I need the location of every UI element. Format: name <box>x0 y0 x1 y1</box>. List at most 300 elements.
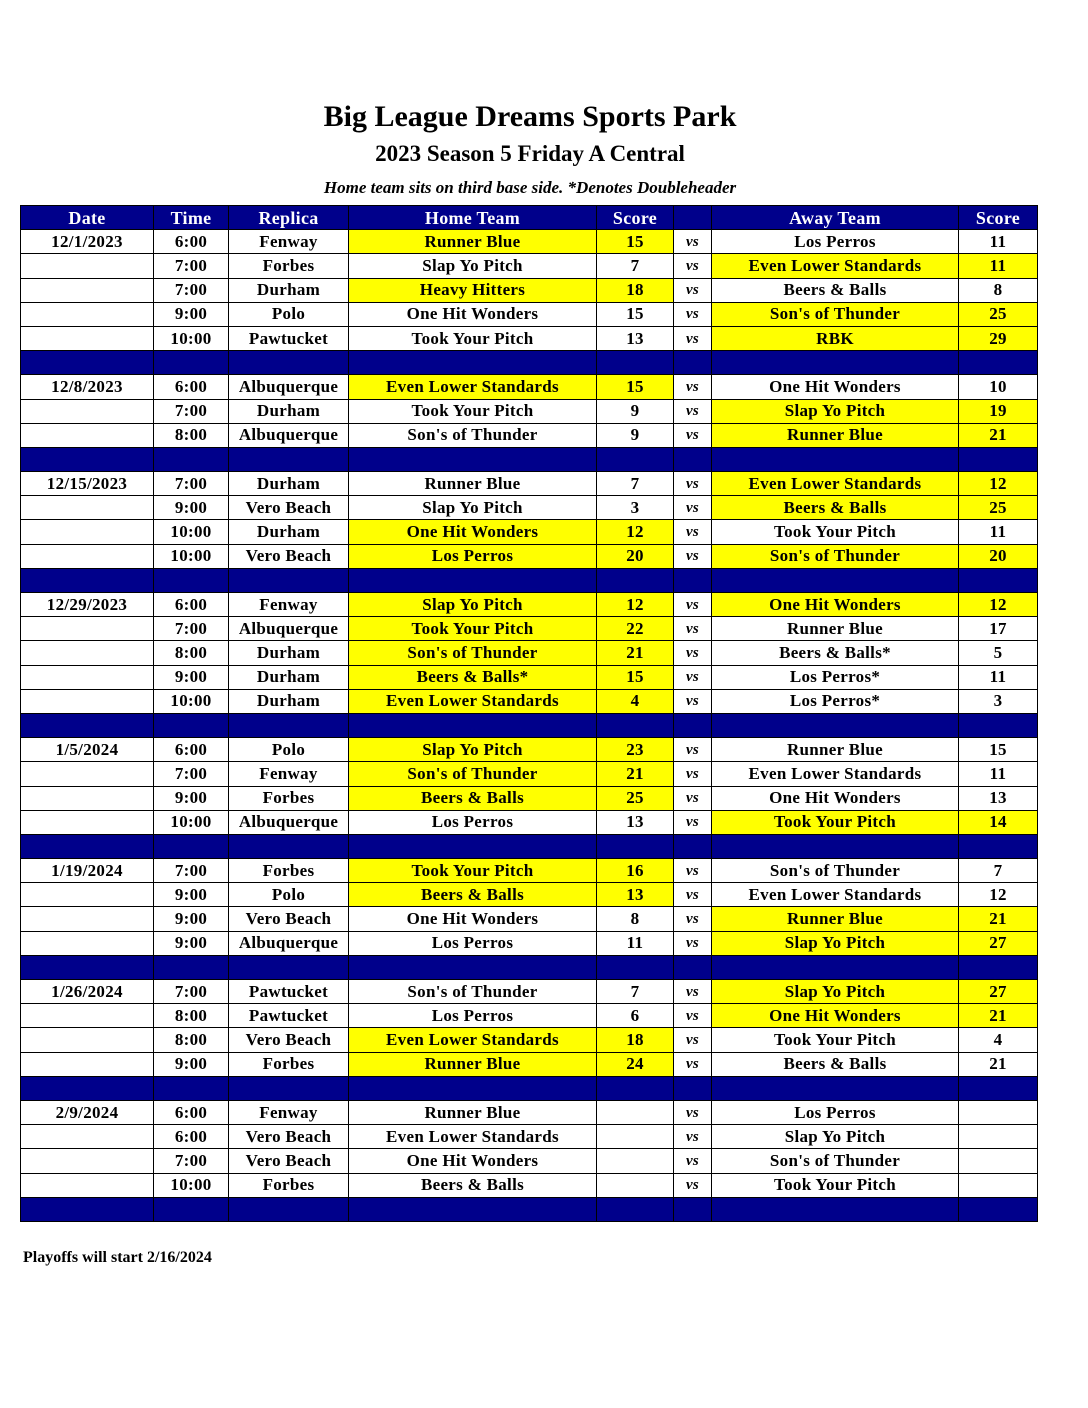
time-cell: 8:00 <box>154 641 229 665</box>
away-score-cell: 21 <box>959 1052 1038 1076</box>
col-away-score: Score <box>959 206 1038 230</box>
separator-cell <box>597 351 674 375</box>
home-score-cell: 21 <box>597 641 674 665</box>
time-cell: 9:00 <box>154 883 229 907</box>
home-score-cell: 7 <box>597 254 674 278</box>
away-team-cell: Son's of Thunder <box>712 302 959 326</box>
vs-cell: vs <box>674 1028 712 1052</box>
home-team-cell: Los Perros <box>349 1004 597 1028</box>
separator-cell <box>597 1197 674 1221</box>
home-team-cell: Beers & Balls <box>349 786 597 810</box>
time-cell: 9:00 <box>154 786 229 810</box>
away-score-cell: 12 <box>959 883 1038 907</box>
date-cell <box>21 302 154 326</box>
table-row <box>21 230 1038 254</box>
away-team-cell: Son's of Thunder <box>712 544 959 568</box>
time-cell: 8:00 <box>154 1004 229 1028</box>
separator-cell <box>349 568 597 592</box>
separator-cell <box>229 834 349 858</box>
away-team-cell: One Hit Wonders <box>712 375 959 399</box>
away-score-cell: 5 <box>959 641 1038 665</box>
vs-cell: vs <box>674 907 712 931</box>
table-row <box>21 786 1038 810</box>
time-cell: 8:00 <box>154 423 229 447</box>
vs-cell: vs <box>674 278 712 302</box>
away-score-cell <box>959 1149 1038 1173</box>
away-team-cell: Slap Yo Pitch <box>712 399 959 423</box>
page-title: Big League Dreams Sports Park <box>323 100 737 133</box>
separator-cell <box>154 955 229 979</box>
separator-cell <box>597 1076 674 1100</box>
replica-cell: Durham <box>229 278 349 302</box>
away-team-cell: Even Lower Standards <box>712 472 959 496</box>
table-row <box>21 1125 1038 1149</box>
home-team-cell: Slap Yo Pitch <box>349 593 597 617</box>
time-cell: 10:00 <box>154 689 229 713</box>
time-cell: 9:00 <box>154 302 229 326</box>
date-cell: 1/5/2024 <box>21 738 154 762</box>
away-score-cell: 21 <box>959 907 1038 931</box>
table-row <box>21 496 1038 520</box>
time-cell: 7:00 <box>154 617 229 641</box>
away-score-cell: 15 <box>959 738 1038 762</box>
col-vs <box>674 206 712 230</box>
away-team-cell: Los Perros* <box>712 665 959 689</box>
separator-cell <box>349 1076 597 1100</box>
home-score-cell: 15 <box>597 375 674 399</box>
replica-cell: Durham <box>229 641 349 665</box>
away-team-cell: Slap Yo Pitch <box>712 1125 959 1149</box>
home-score-cell: 6 <box>597 1004 674 1028</box>
table-row <box>21 738 1038 762</box>
table-row <box>21 689 1038 713</box>
home-team-cell: One Hit Wonders <box>349 520 597 544</box>
table-row <box>21 641 1038 665</box>
home-score-cell: 7 <box>597 980 674 1004</box>
time-cell: 9:00 <box>154 665 229 689</box>
away-score-cell: 25 <box>959 496 1038 520</box>
home-team-cell: Beers & Balls <box>349 883 597 907</box>
time-cell: 7:00 <box>154 980 229 1004</box>
home-team-cell: Runner Blue <box>349 1052 597 1076</box>
home-score-cell: 15 <box>597 665 674 689</box>
replica-cell: Vero Beach <box>229 496 349 520</box>
home-score-cell: 23 <box>597 738 674 762</box>
week-separator-row <box>21 1076 1038 1100</box>
separator-cell <box>712 447 959 471</box>
replica-cell: Vero Beach <box>229 1149 349 1173</box>
away-team-cell: Los Perros <box>712 230 959 254</box>
week-separator-row <box>21 955 1038 979</box>
date-cell <box>21 254 154 278</box>
separator-cell <box>674 568 712 592</box>
time-cell: 6:00 <box>154 230 229 254</box>
home-team-cell: Slap Yo Pitch <box>349 254 597 278</box>
vs-cell: vs <box>674 230 712 254</box>
week-separator-row <box>21 351 1038 375</box>
separator-cell <box>154 447 229 471</box>
separator-cell <box>229 568 349 592</box>
page-note: Home team sits on third base side. *Denotes Doubleheader <box>323 178 737 197</box>
vs-cell: vs <box>674 544 712 568</box>
date-cell <box>21 1028 154 1052</box>
away-score-cell: 10 <box>959 375 1038 399</box>
vs-cell: vs <box>674 593 712 617</box>
table-row <box>21 399 1038 423</box>
vs-cell: vs <box>674 254 712 278</box>
away-score-cell: 25 <box>959 302 1038 326</box>
separator-cell <box>21 568 154 592</box>
date-cell: 12/1/2023 <box>21 230 154 254</box>
table-row <box>21 907 1038 931</box>
home-team-cell: Even Lower Standards <box>349 689 597 713</box>
replica-cell: Durham <box>229 520 349 544</box>
date-cell <box>21 786 154 810</box>
time-cell: 9:00 <box>154 907 229 931</box>
date-cell: 1/26/2024 <box>21 980 154 1004</box>
table-row <box>21 520 1038 544</box>
time-cell: 10:00 <box>154 544 229 568</box>
separator-cell <box>229 955 349 979</box>
away-team-cell: Runner Blue <box>712 423 959 447</box>
separator-cell <box>597 713 674 737</box>
separator-cell <box>154 713 229 737</box>
vs-cell: vs <box>674 1149 712 1173</box>
away-team-cell: Took Your Pitch <box>712 1173 959 1197</box>
away-score-cell: 7 <box>959 859 1038 883</box>
replica-cell: Albuquerque <box>229 375 349 399</box>
home-team-cell: Even Lower Standards <box>349 375 597 399</box>
separator-cell <box>712 955 959 979</box>
replica-cell: Vero Beach <box>229 1125 349 1149</box>
home-score-cell: 15 <box>597 302 674 326</box>
away-score-cell <box>959 1100 1038 1124</box>
separator-cell <box>21 447 154 471</box>
vs-cell: vs <box>674 689 712 713</box>
date-cell: 12/15/2023 <box>21 472 154 496</box>
home-team-cell: Slap Yo Pitch <box>349 738 597 762</box>
replica-cell: Fenway <box>229 762 349 786</box>
date-cell <box>21 1149 154 1173</box>
separator-cell <box>597 834 674 858</box>
vs-cell: vs <box>674 375 712 399</box>
separator-cell <box>959 955 1038 979</box>
separator-cell <box>21 1076 154 1100</box>
vs-cell: vs <box>674 496 712 520</box>
separator-cell <box>674 447 712 471</box>
away-score-cell: 11 <box>959 665 1038 689</box>
away-team-cell: Beers & Balls <box>712 278 959 302</box>
home-team-cell: Los Perros <box>349 931 597 955</box>
separator-cell <box>959 447 1038 471</box>
separator-cell <box>674 713 712 737</box>
date-cell <box>21 1125 154 1149</box>
replica-cell: Vero Beach <box>229 1028 349 1052</box>
home-team-cell: Son's of Thunder <box>349 423 597 447</box>
vs-cell: vs <box>674 1100 712 1124</box>
separator-cell <box>154 568 229 592</box>
away-score-cell: 17 <box>959 617 1038 641</box>
away-team-cell: One Hit Wonders <box>712 1004 959 1028</box>
away-team-cell: Beers & Balls* <box>712 641 959 665</box>
schedule-table <box>20 205 1038 1222</box>
replica-cell: Forbes <box>229 859 349 883</box>
home-team-cell: Slap Yo Pitch <box>349 496 597 520</box>
away-team-cell: Even Lower Standards <box>712 762 959 786</box>
home-team-cell: Los Perros <box>349 544 597 568</box>
table-row <box>21 472 1038 496</box>
vs-cell: vs <box>674 326 712 350</box>
vs-cell: vs <box>674 520 712 544</box>
away-team-cell: Los Perros <box>712 1100 959 1124</box>
away-score-cell <box>959 1125 1038 1149</box>
table-row <box>21 1149 1038 1173</box>
date-cell <box>21 1004 154 1028</box>
separator-cell <box>674 834 712 858</box>
separator-cell <box>959 1197 1038 1221</box>
home-score-cell: 13 <box>597 326 674 350</box>
vs-cell: vs <box>674 931 712 955</box>
table-row <box>21 1004 1038 1028</box>
away-team-cell: Runner Blue <box>712 907 959 931</box>
replica-cell: Albuquerque <box>229 423 349 447</box>
separator-cell <box>959 1076 1038 1100</box>
separator-cell <box>154 1076 229 1100</box>
vs-cell: vs <box>674 859 712 883</box>
home-score-cell: 3 <box>597 496 674 520</box>
time-cell: 7:00 <box>154 859 229 883</box>
home-score-cell: 20 <box>597 544 674 568</box>
away-team-cell: One Hit Wonders <box>712 786 959 810</box>
footer-note: Playoffs will start 2/16/2024 <box>23 1249 212 1266</box>
home-score-cell <box>597 1100 674 1124</box>
replica-cell: Polo <box>229 883 349 907</box>
away-team-cell: Son's of Thunder <box>712 1149 959 1173</box>
replica-cell: Fenway <box>229 1100 349 1124</box>
replica-cell: Polo <box>229 738 349 762</box>
separator-cell <box>712 1076 959 1100</box>
date-cell <box>21 762 154 786</box>
away-score-cell: 20 <box>959 544 1038 568</box>
home-score-cell: 7 <box>597 472 674 496</box>
time-cell: 7:00 <box>154 278 229 302</box>
home-team-cell: One Hit Wonders <box>349 302 597 326</box>
away-team-cell: Beers & Balls <box>712 1052 959 1076</box>
replica-cell: Albuquerque <box>229 931 349 955</box>
home-score-cell: 8 <box>597 907 674 931</box>
date-cell <box>21 544 154 568</box>
separator-cell <box>349 955 597 979</box>
table-row <box>21 1028 1038 1052</box>
separator-cell <box>229 351 349 375</box>
date-cell <box>21 617 154 641</box>
home-score-cell: 13 <box>597 810 674 834</box>
replica-cell: Durham <box>229 399 349 423</box>
away-score-cell: 27 <box>959 931 1038 955</box>
table-row <box>21 302 1038 326</box>
separator-cell <box>712 713 959 737</box>
table-row <box>21 326 1038 350</box>
away-score-cell: 4 <box>959 1028 1038 1052</box>
away-score-cell: 29 <box>959 326 1038 350</box>
date-cell <box>21 931 154 955</box>
time-cell: 7:00 <box>154 1149 229 1173</box>
table-row <box>21 544 1038 568</box>
vs-cell: vs <box>674 1125 712 1149</box>
vs-cell: vs <box>674 641 712 665</box>
table-row <box>21 1052 1038 1076</box>
time-cell: 10:00 <box>154 1173 229 1197</box>
away-score-cell: 21 <box>959 423 1038 447</box>
date-cell <box>21 665 154 689</box>
table-row <box>21 617 1038 641</box>
date-cell: 1/19/2024 <box>21 859 154 883</box>
vs-cell: vs <box>674 786 712 810</box>
date-cell <box>21 1052 154 1076</box>
home-team-cell: Took Your Pitch <box>349 859 597 883</box>
home-team-cell: Even Lower Standards <box>349 1028 597 1052</box>
table-row <box>21 762 1038 786</box>
away-team-cell: Even Lower Standards <box>712 883 959 907</box>
time-cell: 6:00 <box>154 1125 229 1149</box>
replica-cell: Vero Beach <box>229 544 349 568</box>
home-team-cell: Took Your Pitch <box>349 617 597 641</box>
table-row <box>21 593 1038 617</box>
replica-cell: Albuquerque <box>229 810 349 834</box>
time-cell: 10:00 <box>154 810 229 834</box>
home-score-cell: 15 <box>597 230 674 254</box>
vs-cell: vs <box>674 665 712 689</box>
home-score-cell <box>597 1173 674 1197</box>
separator-cell <box>349 447 597 471</box>
home-score-cell: 12 <box>597 593 674 617</box>
away-team-cell: Took Your Pitch <box>712 520 959 544</box>
away-score-cell: 27 <box>959 980 1038 1004</box>
away-score-cell <box>959 1173 1038 1197</box>
separator-cell <box>959 834 1038 858</box>
away-team-cell: Runner Blue <box>712 738 959 762</box>
week-separator-row <box>21 1197 1038 1221</box>
home-score-cell: 18 <box>597 278 674 302</box>
table-row <box>21 423 1038 447</box>
home-score-cell: 9 <box>597 423 674 447</box>
date-cell: 12/8/2023 <box>21 375 154 399</box>
separator-cell <box>674 955 712 979</box>
table-row <box>21 1100 1038 1124</box>
away-score-cell: 11 <box>959 230 1038 254</box>
table-row <box>21 810 1038 834</box>
home-team-cell: Beers & Balls* <box>349 665 597 689</box>
replica-cell: Pawtucket <box>229 980 349 1004</box>
away-team-cell: Son's of Thunder <box>712 859 959 883</box>
date-cell <box>21 641 154 665</box>
date-cell <box>21 907 154 931</box>
separator-cell <box>154 351 229 375</box>
home-team-cell: Son's of Thunder <box>349 641 597 665</box>
home-score-cell: 16 <box>597 859 674 883</box>
separator-cell <box>712 351 959 375</box>
away-team-cell: Took Your Pitch <box>712 1028 959 1052</box>
away-team-cell: Even Lower Standards <box>712 254 959 278</box>
table-row <box>21 254 1038 278</box>
vs-cell: vs <box>674 399 712 423</box>
away-team-cell: Los Perros* <box>712 689 959 713</box>
separator-cell <box>21 834 154 858</box>
home-score-cell: 22 <box>597 617 674 641</box>
home-team-cell: Took Your Pitch <box>349 326 597 350</box>
home-score-cell <box>597 1149 674 1173</box>
away-score-cell: 19 <box>959 399 1038 423</box>
vs-cell: vs <box>674 1004 712 1028</box>
time-cell: 7:00 <box>154 399 229 423</box>
separator-cell <box>21 351 154 375</box>
separator-cell <box>21 955 154 979</box>
week-separator-row <box>21 568 1038 592</box>
week-separator-row <box>21 447 1038 471</box>
home-score-cell: 12 <box>597 520 674 544</box>
home-team-cell: Son's of Thunder <box>349 762 597 786</box>
away-score-cell: 12 <box>959 593 1038 617</box>
time-cell: 6:00 <box>154 1100 229 1124</box>
table-row <box>21 278 1038 302</box>
away-score-cell: 11 <box>959 254 1038 278</box>
replica-cell: Forbes <box>229 1173 349 1197</box>
replica-cell: Durham <box>229 689 349 713</box>
away-team-cell: Slap Yo Pitch <box>712 931 959 955</box>
separator-cell <box>674 1076 712 1100</box>
away-score-cell: 13 <box>959 786 1038 810</box>
separator-cell <box>597 568 674 592</box>
col-time: Time <box>154 206 229 230</box>
replica-cell: Pawtucket <box>229 326 349 350</box>
date-cell <box>21 520 154 544</box>
separator-cell <box>154 834 229 858</box>
away-score-cell: 11 <box>959 762 1038 786</box>
vs-cell: vs <box>674 302 712 326</box>
separator-cell <box>712 1197 959 1221</box>
table-row <box>21 859 1038 883</box>
vs-cell: vs <box>674 980 712 1004</box>
replica-cell: Fenway <box>229 230 349 254</box>
home-team-cell: Took Your Pitch <box>349 399 597 423</box>
col-date: Date <box>21 206 154 230</box>
away-score-cell: 21 <box>959 1004 1038 1028</box>
away-score-cell: 12 <box>959 472 1038 496</box>
home-score-cell: 18 <box>597 1028 674 1052</box>
replica-cell: Vero Beach <box>229 907 349 931</box>
table-row <box>21 375 1038 399</box>
home-team-cell: Even Lower Standards <box>349 1125 597 1149</box>
vs-cell: vs <box>674 1173 712 1197</box>
away-team-cell: Runner Blue <box>712 617 959 641</box>
week-separator-row <box>21 713 1038 737</box>
replica-cell: Forbes <box>229 786 349 810</box>
home-score-cell: 21 <box>597 762 674 786</box>
vs-cell: vs <box>674 810 712 834</box>
date-cell <box>21 399 154 423</box>
col-replica: Replica <box>229 206 349 230</box>
replica-cell: Fenway <box>229 593 349 617</box>
separator-cell <box>21 1197 154 1221</box>
away-score-cell: 3 <box>959 689 1038 713</box>
home-score-cell: 11 <box>597 931 674 955</box>
away-team-cell: Slap Yo Pitch <box>712 980 959 1004</box>
time-cell: 8:00 <box>154 1028 229 1052</box>
col-away-team: Away Team <box>712 206 959 230</box>
replica-cell: Durham <box>229 472 349 496</box>
time-cell: 9:00 <box>154 496 229 520</box>
page-subtitle: 2023 Season 5 Friday A Central <box>375 141 685 166</box>
